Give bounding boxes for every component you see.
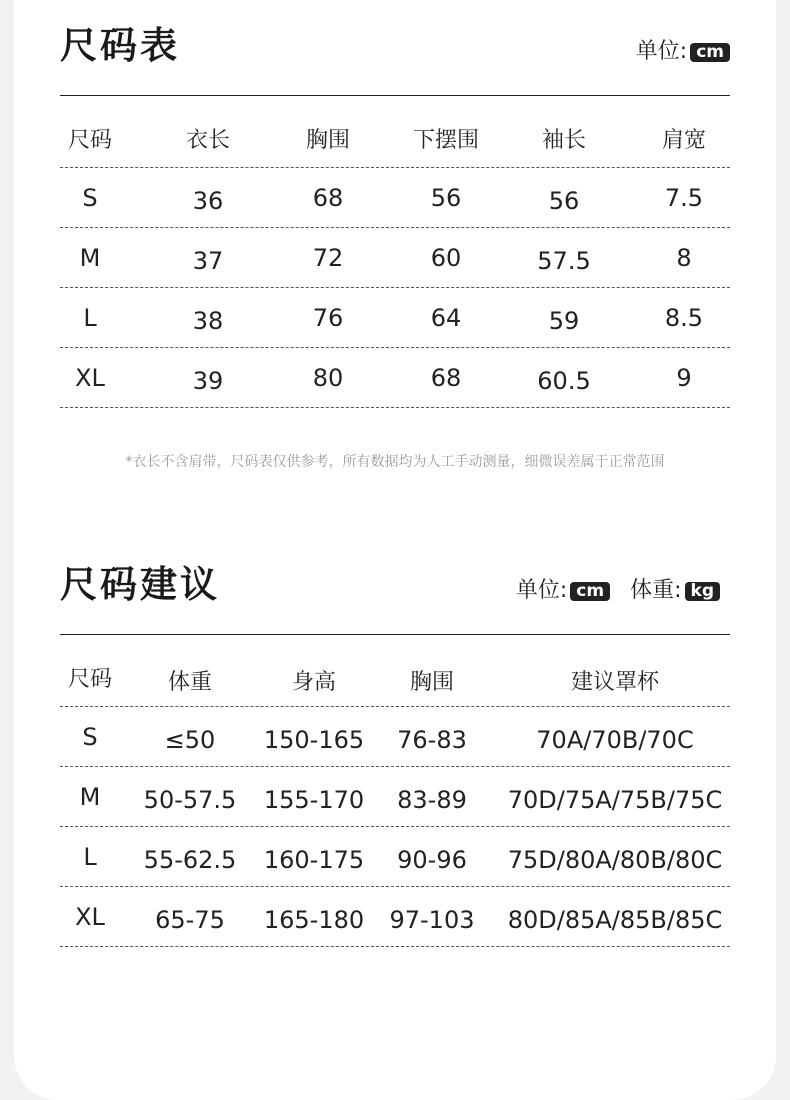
header-length: 衣长 [185,127,230,153]
table-row [60,887,730,947]
size-chart-unit [636,39,730,65]
size-chart-note: *衣长不含肩带，尺码表仅供参考，所有数据均为人工手动测量，细微误差属于正常范围 [125,454,665,470]
header-chest: 胸围 [305,127,350,153]
cell-length: 39 [192,367,224,395]
cell-length: 38 [192,307,224,335]
cell-size: L [83,843,97,871]
header-cup: 建议罩杯 [570,669,659,695]
table-row [60,348,730,408]
cell-cup: 70A/70B/70C [536,726,694,754]
cell-length: 37 [192,247,224,275]
header-sleeve: 袖长 [541,127,586,153]
cell-chest: 68 [312,184,344,212]
cell-shoulder: 8 [676,244,692,272]
cell-hem: 60 [430,244,462,272]
cell-size: S [82,723,98,751]
cell-sleeve: 59 [548,307,580,335]
cell-shoulder: 9 [676,364,692,392]
cell-cup: 80D/85A/85B/85C [507,906,723,934]
table-row [60,168,730,228]
cell-weight: 65-75 [155,906,225,934]
cell-chest: 90-96 [397,846,467,874]
cell-chest: 76 [312,304,344,332]
header-size: 尺码 [67,127,112,153]
cell-sleeve: 56 [548,187,580,215]
unit-label: 单位: [635,39,688,64]
table-top-rule [60,95,730,96]
cell-sleeve: 60.5 [537,367,591,395]
cell-chest: 97-103 [389,906,475,934]
cell-chest: 76-83 [397,726,467,754]
unit-badge-kg: kg [685,582,720,601]
cell-height: 165-180 [263,906,365,934]
cell-chest: 83-89 [397,786,467,814]
table-header-row [60,108,730,168]
cell-hem: 68 [430,364,462,392]
table-row [60,827,730,887]
cell-height: 155-170 [263,786,365,814]
weight-label: 体重: [630,578,682,603]
cell-weight: 55-62.5 [143,846,237,874]
size-advice-title: 尺码建议 [60,563,220,606]
table-row [60,288,730,348]
table-row [60,228,730,288]
unit-label: 单位: [515,578,568,603]
cell-weight: 50-57.5 [143,786,237,814]
cell-length: 36 [192,187,224,215]
cell-height: 150-165 [263,726,365,754]
cell-chest: 72 [312,244,344,272]
cell-size: XL [75,903,105,931]
unit-badge-cm: cm [690,43,730,62]
cell-size: XL [75,364,105,392]
cell-cup: 75D/80A/80B/80C [507,846,723,874]
header-height: 身高 [291,669,336,695]
cell-shoulder: 7.5 [664,184,704,212]
table-header-row [60,647,730,707]
size-chart-title: 尺码表 [60,24,180,67]
header-shoulder: 肩宽 [661,127,706,153]
table-top-rule [60,634,730,635]
unit-badge-cm: cm [570,582,610,601]
cell-weight: ≤50 [164,726,216,754]
cell-shoulder: 8.5 [664,304,704,332]
cell-sleeve: 57.5 [537,247,591,275]
size-advice-unit [516,578,720,604]
cell-hem: 56 [430,184,462,212]
cell-size: L [83,304,97,332]
header-weight: 体重 [167,669,212,695]
cell-size: M [79,244,101,272]
cell-cup: 70D/75A/75B/75C [507,786,723,814]
cell-size: M [79,783,101,811]
cell-height: 160-175 [263,846,365,874]
table-row [60,767,730,827]
cell-chest: 80 [312,364,344,392]
cell-size: S [82,184,98,212]
table-row [60,707,730,767]
header-hem: 下摆围 [412,127,479,153]
header-chest: 胸围 [409,669,454,695]
cell-hem: 64 [430,304,462,332]
header-size: 尺码 [67,666,112,692]
